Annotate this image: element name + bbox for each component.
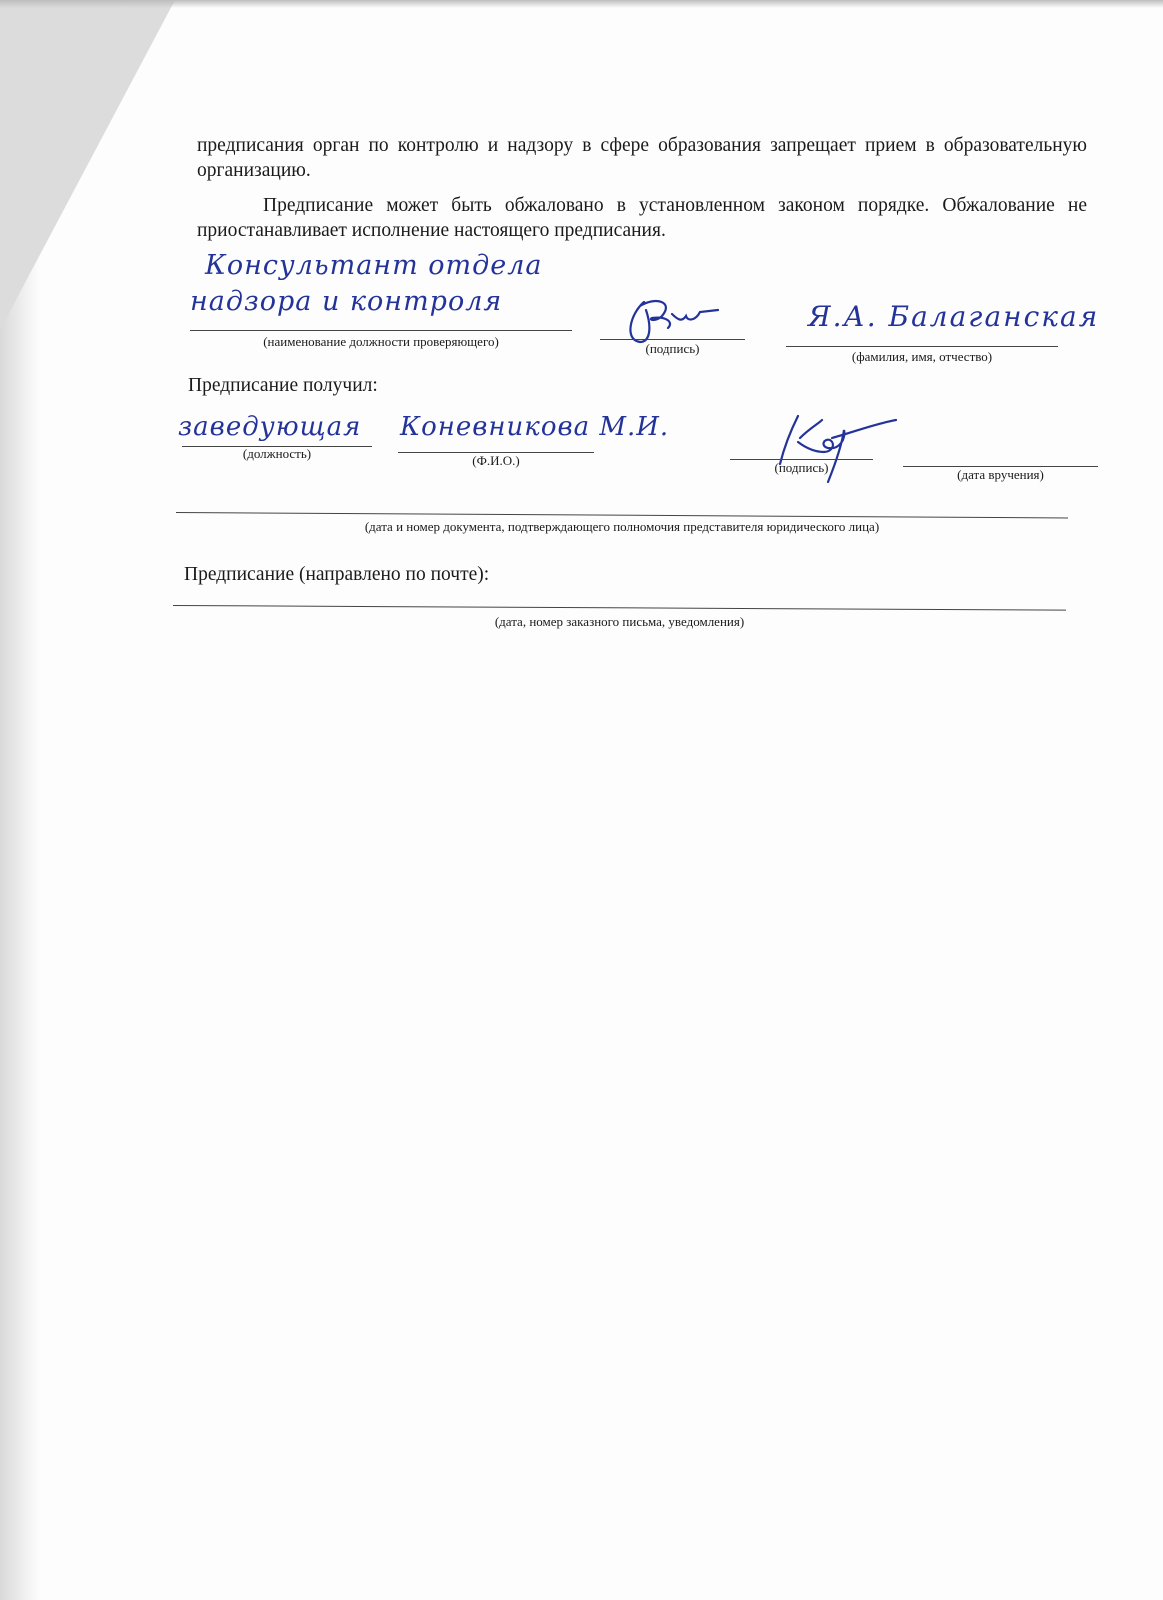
mail-heading: Предписание (направлено по почте):	[184, 564, 490, 585]
handwritten-position-line2: надзора и контроля	[190, 286, 503, 317]
delivery-date-caption: (дата вручения)	[957, 467, 1044, 482]
inspector-name-caption: (фамилия, имя, отчество)	[851, 349, 993, 364]
position-caption: (наименование должности проверяющего)	[263, 334, 499, 349]
authority-document-line	[176, 512, 1068, 518]
recipient-position-caption: (должность)	[242, 446, 312, 461]
folded-corner	[0, 0, 175, 330]
recipient-name-caption: (Ф.И.О.)	[472, 453, 520, 468]
handwritten-recipient-name: Коневникова М.И.	[400, 412, 670, 442]
mail-line	[173, 605, 1066, 611]
inspector-signature-line	[600, 339, 745, 340]
paragraph-appeal: Предписание может быть обжаловано в установленном законом порядке. Обжалование не приостанавливает исполнение настоящего предписания.	[197, 195, 1087, 241]
recipient-signature-caption: (подпись)	[774, 460, 829, 475]
inspector-name-line	[786, 346, 1058, 347]
mail-caption: (дата, номер заказного письма, уведомления)	[494, 614, 745, 629]
handwritten-position-line1: Консультант отдела	[205, 250, 543, 281]
recipient-heading: Предписание получил:	[188, 375, 378, 396]
recipient-signature	[770, 408, 900, 488]
inspector-signature-caption: (подпись)	[645, 341, 700, 356]
scan-shadow-top	[0, 0, 1163, 8]
authority-document-caption: (дата и номер документа, подтверждающего полномочия представителя юридического лица)	[364, 519, 880, 534]
handwritten-recipient-position: заведующая	[178, 412, 362, 442]
handwritten-inspector-name: Я.А. Балаганская	[808, 300, 1100, 333]
paragraph-prohibition: предписания орган по контролю и надзору в сфере образования запрещает прием в образовательную организацию.	[197, 135, 1087, 181]
position-line	[190, 330, 572, 331]
